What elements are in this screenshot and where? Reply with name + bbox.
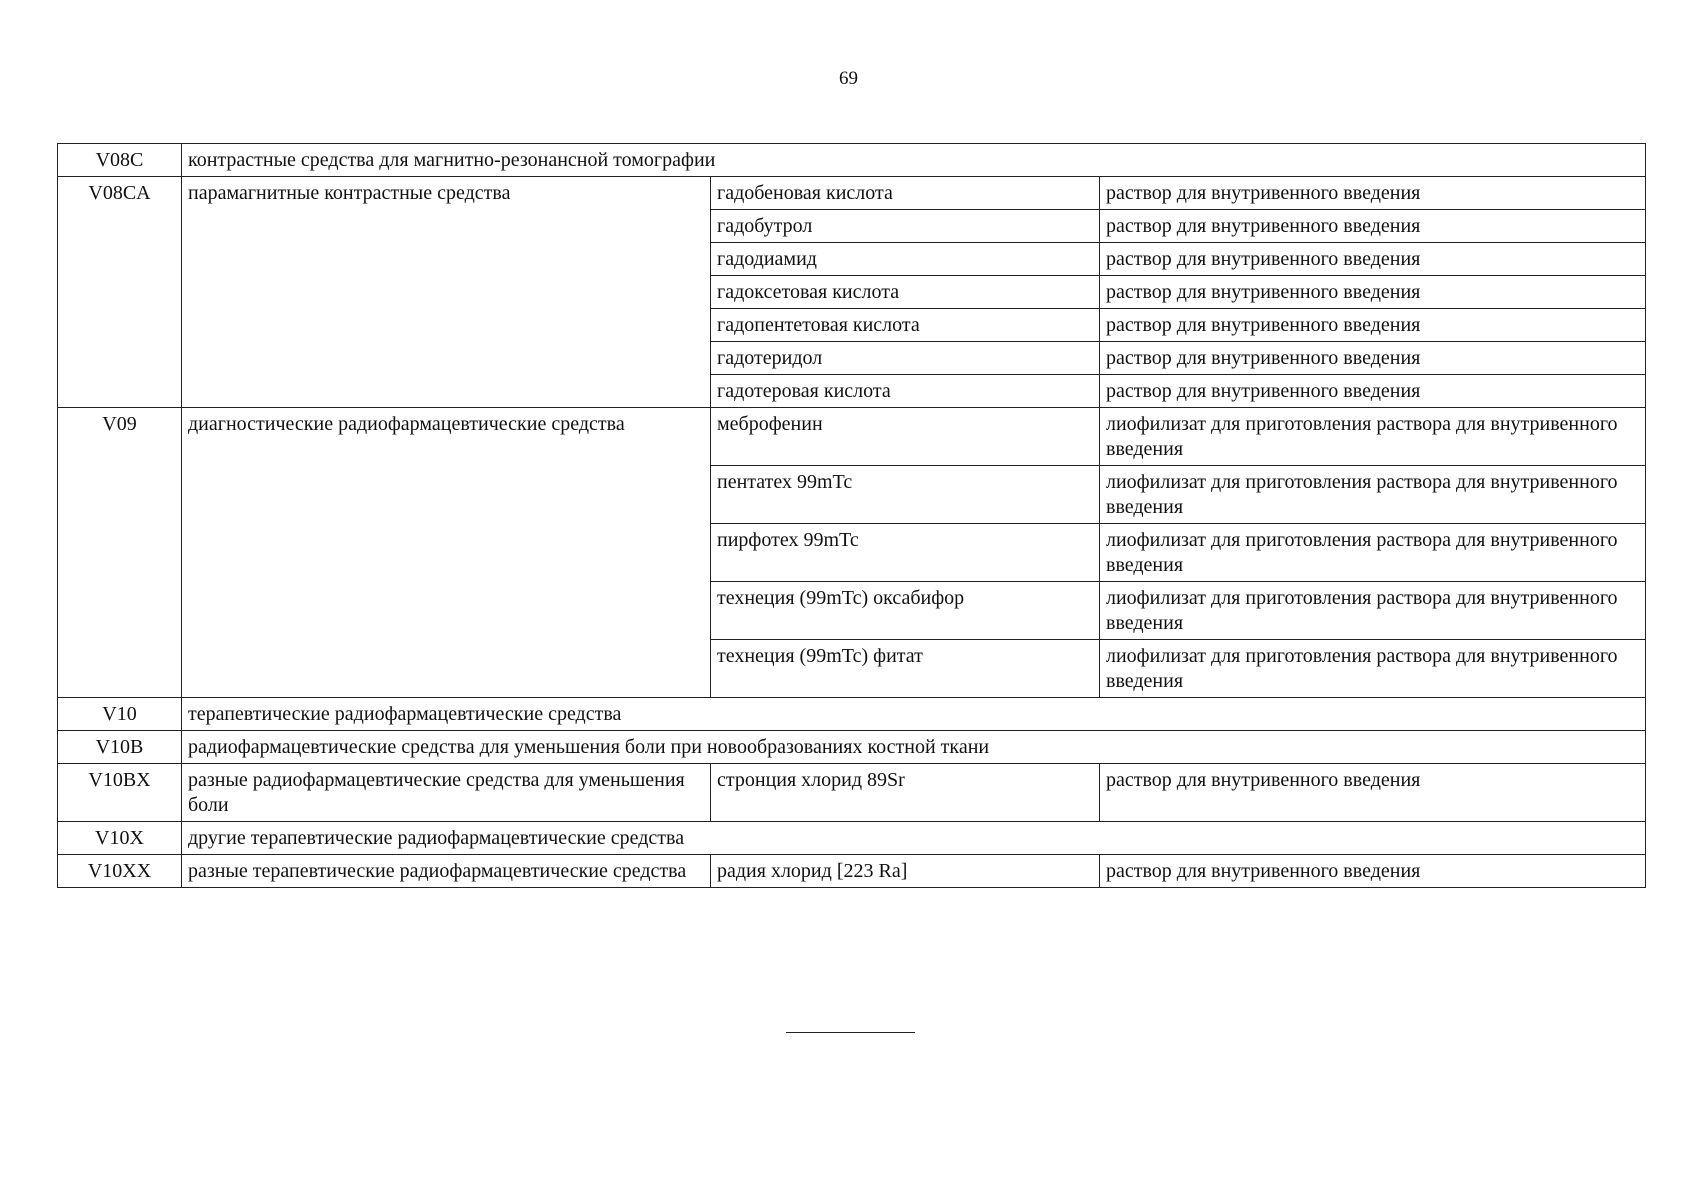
- dosage-form: раствор для внутривенного введения: [1100, 243, 1646, 276]
- dosage-form: лиофилизат для приготовления раствора для внутривенного введения: [1100, 524, 1646, 582]
- drug-name: гадотеридол: [711, 342, 1100, 375]
- dosage-form: лиофилизат для приготовления раствора для внутривенного введения: [1100, 640, 1646, 698]
- dosage-form: раствор для внутривенного введения: [1100, 764, 1646, 822]
- dosage-form: раствор для внутривенного введения: [1100, 342, 1646, 375]
- atc-code: V10: [58, 698, 182, 731]
- medication-table-body: [58, 144, 1646, 888]
- dosage-form: раствор для внутривенного введения: [1100, 276, 1646, 309]
- atc-code: V09: [58, 408, 182, 698]
- dosage-form: раствор для внутривенного введения: [1100, 309, 1646, 342]
- group-name: разные терапевтические радиофармацевтические средства: [182, 855, 711, 888]
- dosage-form: раствор для внутривенного введения: [1100, 375, 1646, 408]
- drug-row: [58, 177, 1646, 210]
- atc-code: V10BX: [58, 764, 182, 822]
- drug-row: [58, 764, 1646, 822]
- section-row: [58, 144, 1646, 177]
- group-name: другие терапевтические радиофармацевтические средства: [182, 822, 1646, 855]
- drug-name: пирфотех 99mTc: [711, 524, 1100, 582]
- page-number: 69: [839, 68, 858, 89]
- drug-name: меброфенин: [711, 408, 1100, 466]
- group-name: терапевтические радиофармацевтические средства: [182, 698, 1646, 731]
- drug-name: гадоксетовая кислота: [711, 276, 1100, 309]
- dosage-form: лиофилизат для приготовления раствора для внутривенного введения: [1100, 582, 1646, 640]
- section-row: [58, 822, 1646, 855]
- group-name: парамагнитные контрастные средства: [182, 177, 711, 408]
- drug-name: гадобутрол: [711, 210, 1100, 243]
- drug-row: [58, 408, 1646, 466]
- group-name: контрастные средства для магнитно-резонансной томографии: [182, 144, 1646, 177]
- dosage-form: лиофилизат для приготовления раствора для внутривенного введения: [1100, 408, 1646, 466]
- group-name: диагностические радиофармацевтические средства: [182, 408, 711, 698]
- section-row: [58, 698, 1646, 731]
- drug-name: технеция (99mTc) оксабифор: [711, 582, 1100, 640]
- atc-code: V10XX: [58, 855, 182, 888]
- atc-code: V08C: [58, 144, 182, 177]
- group-name: разные радиофармацевтические средства для уменьшения боли: [182, 764, 711, 822]
- drug-name: пентатех 99mTc: [711, 466, 1100, 524]
- dosage-form: раствор для внутривенного введения: [1100, 855, 1646, 888]
- drug-name: стронция хлорид 89Sr: [711, 764, 1100, 822]
- drug-name: гадотеровая кислота: [711, 375, 1100, 408]
- medication-table: [57, 143, 1646, 888]
- drug-row: [58, 855, 1646, 888]
- drug-name: гадодиамид: [711, 243, 1100, 276]
- section-row: [58, 731, 1646, 764]
- footer-rule: [786, 1032, 915, 1033]
- drug-name: гадопентетовая кислота: [711, 309, 1100, 342]
- dosage-form: лиофилизат для приготовления раствора для внутривенного введения: [1100, 466, 1646, 524]
- dosage-form: раствор для внутривенного введения: [1100, 177, 1646, 210]
- atc-code: V10X: [58, 822, 182, 855]
- atc-code: V10B: [58, 731, 182, 764]
- group-name: радиофармацевтические средства для уменьшения боли при новообразованиях костной ткани: [182, 731, 1646, 764]
- atc-code: V08CA: [58, 177, 182, 408]
- drug-name: технеция (99mTc) фитат: [711, 640, 1100, 698]
- drug-name: радия хлорид [223 Ra]: [711, 855, 1100, 888]
- dosage-form: раствор для внутривенного введения: [1100, 210, 1646, 243]
- drug-name: гадобеновая кислота: [711, 177, 1100, 210]
